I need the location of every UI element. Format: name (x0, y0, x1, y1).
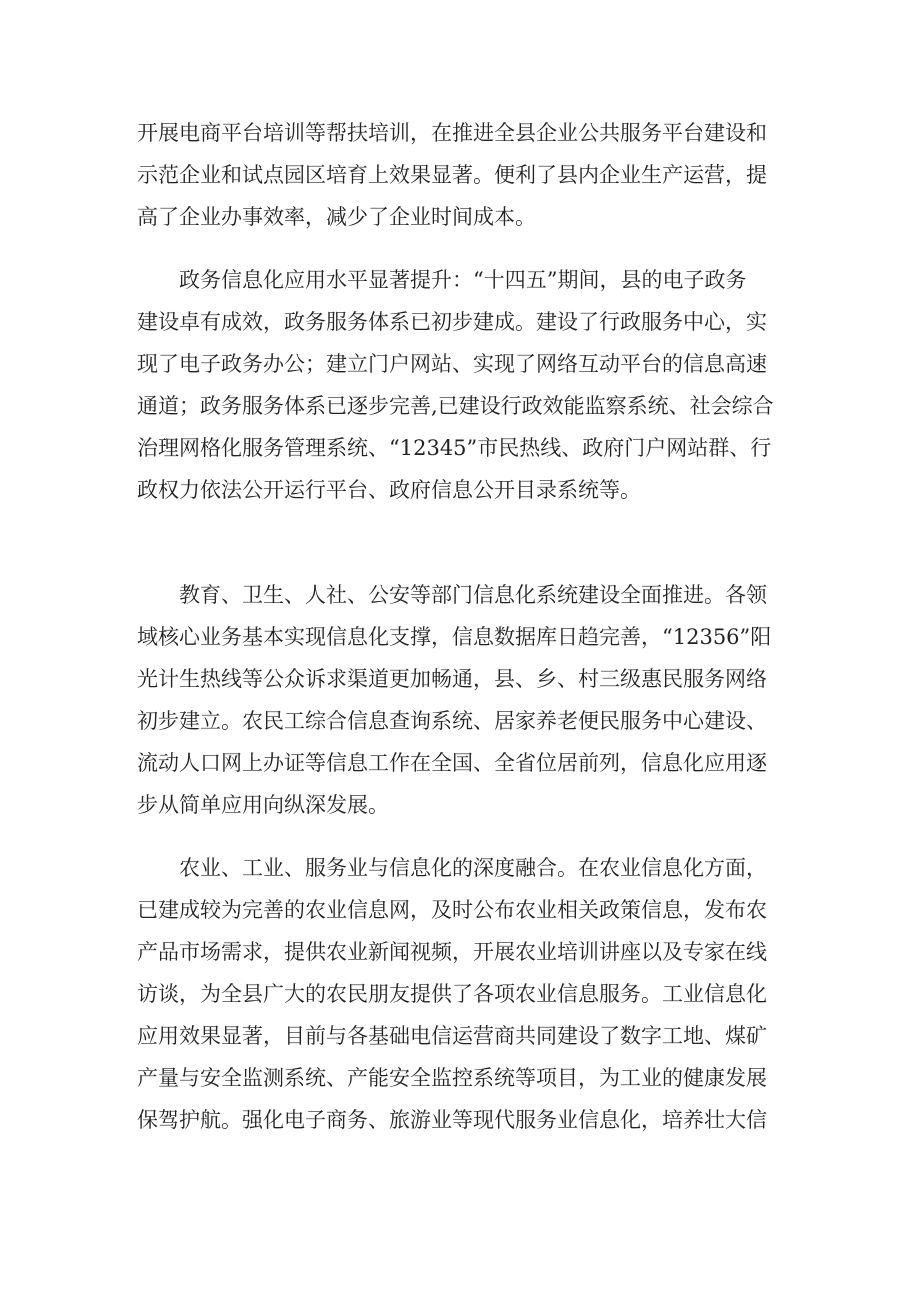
paragraph-line: 已建成较为完善的农业信息网，及时公布农业相关政策信息，发布农 (137, 898, 767, 922)
paragraph-line: 应用效果显著，目前与各基础电信运营商共同建设了数字工地、煤矿 (137, 1024, 767, 1048)
paragraph-line: 产量与安全监测系统、产能安全监控系统等项目，为工业的健康发展 (137, 1066, 767, 1090)
paragraph-1 (137, 112, 797, 238)
paragraph-2 (137, 259, 797, 511)
paragraph-line: 示范企业和试点园区培育上效果显著。便利了县内企业生产运营，提 (137, 163, 767, 187)
paragraph-line: 高了企业办事效率，减少了企业时间成本。 (137, 205, 536, 229)
paragraph-line: 初步建立。农民工综合信息查询系统、居家养老便民服务中心建设、 (137, 709, 767, 733)
paragraph-line: 政务信息化应用水平显著提升：“十四五”期间，县的电子政务 (137, 268, 747, 292)
paragraph-line: 教育、卫生、人社、公安等部门信息化系统建设全面推进。各领 (137, 583, 767, 607)
paragraph-line: 建设卓有成效，政务服务体系已初步建成。建设了行政服务中心，实 (137, 310, 767, 334)
paragraph-line: 访谈，为全县广大的农民朋友提供了各项农业信息服务。工业信息化 (137, 982, 767, 1006)
paragraph-line: 流动人口网上办证等信息工作在全国、全省位居前列，信息化应用逐 (137, 751, 767, 775)
paragraph-line: 光计生热线等公众诉求渠道更加畅通，县、乡、村三级惠民服务网络 (137, 667, 767, 691)
paragraph-line: 开展电商平台培训等帮扶培训，在推进全县企业公共服务平台建设和 (137, 121, 767, 145)
paragraph-line: 现了电子政务办公；建立门户网站、实现了网络互动平台的信息高速 (137, 352, 767, 376)
paragraph-3 (137, 574, 797, 826)
paragraph-line: 通道；政务服务体系已逐步完善,已建设行政效能监察系统、社会综合 (137, 394, 774, 418)
paragraph-4 (137, 847, 797, 1141)
paragraph-line: 域核心业务基本实现信息化支撑，信息数据库日趋完善，“12356”阳 (137, 625, 772, 649)
paragraph-line: 产品市场需求，提供农业新闻视频，开展农业培训讲座以及专家在线 (137, 940, 767, 964)
paragraph-line: 政权力依法公开运行平台、政府信息公开目录系统等。 (137, 478, 641, 502)
paragraph-line: 步从简单应用向纵深发展。 (137, 793, 389, 817)
paragraph-line: 保驾护航。强化电子商务、旅游业等现代服务业信息化，培养壮大信 (137, 1108, 767, 1132)
paragraph-line: 农业、工业、服务业与信息化的深度融合。在农业信息化方面， (137, 856, 767, 880)
paragraph-line: 治理网格化服务管理系统、“12345”市民热线、政府门户网站群、行 (137, 436, 772, 460)
